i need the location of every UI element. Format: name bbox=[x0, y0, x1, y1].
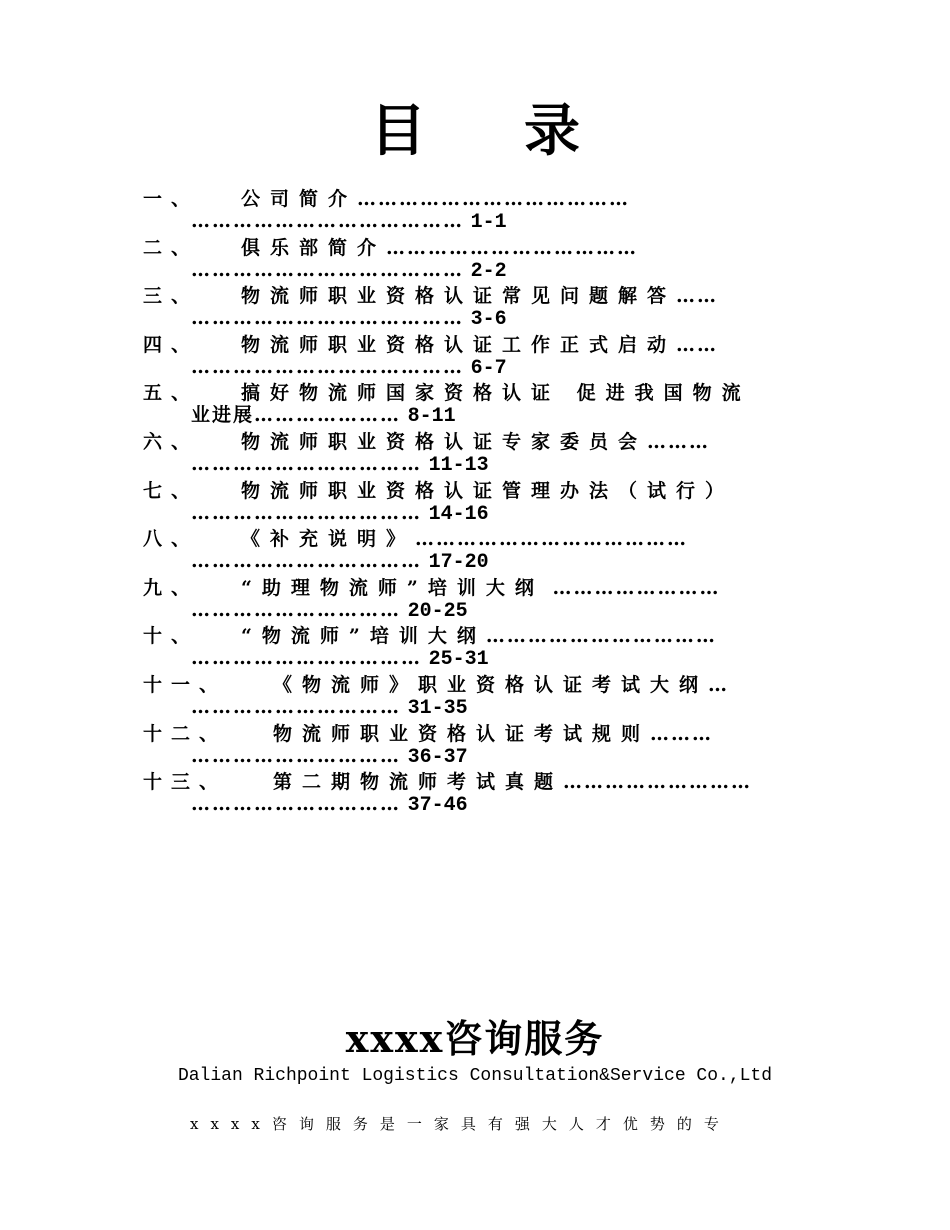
toc-entry-leader-dots-continued: …………………………… bbox=[191, 501, 422, 524]
toc-entry-number: 七、 bbox=[143, 479, 200, 502]
toc-entry-title: “物流师”培训大纲 bbox=[241, 625, 486, 648]
toc-entry-number: 十二、 bbox=[143, 722, 228, 745]
toc-entry-number: 一、 bbox=[143, 188, 200, 210]
toc-entry-leader-dots: ………………………………… bbox=[415, 528, 689, 551]
toc-entry[interactable] bbox=[143, 769, 803, 818]
toc-entry-title: 物流师职业资格认证考试规则 bbox=[273, 722, 651, 745]
toc-entry-leader-dots-continued: …………………………… bbox=[191, 550, 422, 573]
toc-entry-title: 公司简介 bbox=[241, 188, 358, 210]
toc-entry-leader-dots-continued: ………………………… bbox=[191, 598, 401, 621]
toc-entry-leader-dots-continued: …………………………… bbox=[191, 452, 422, 475]
toc-entry-leader-dots-continued: ………………………………… bbox=[191, 210, 464, 232]
toc-entry-title: 搞好物流师国家资格认证 促进我国物流 bbox=[241, 382, 751, 405]
toc-entry-leader-dots-continued: ………………………………… bbox=[191, 355, 464, 378]
toc-entry-page-range: 20-25 bbox=[407, 599, 468, 623]
toc-entry-number: 二、 bbox=[143, 236, 200, 259]
toc-entry[interactable] bbox=[143, 526, 803, 575]
toc-entry-leader-dots-continued: ………………………………… bbox=[191, 258, 464, 281]
toc-entry-number: 五、 bbox=[143, 382, 200, 405]
toc-entry-number: 八、 bbox=[143, 528, 200, 551]
toc-entry[interactable] bbox=[143, 478, 803, 527]
toc-entry-number: 三、 bbox=[143, 285, 200, 308]
toc-entry-number: 九、 bbox=[143, 576, 200, 599]
toc-entry-number: 四、 bbox=[143, 333, 200, 356]
toc-entry-leader-dots-continued: ………………………… bbox=[191, 793, 401, 816]
toc-entry-title: 俱乐部简介 bbox=[241, 236, 387, 259]
toc-entry[interactable] bbox=[143, 721, 803, 770]
toc-entry-page-range: 31-35 bbox=[407, 696, 468, 720]
toc-entry-page-range: 11-13 bbox=[428, 453, 489, 477]
toc-entry-title: 物流师职业资格认证常见问题解答 bbox=[241, 285, 677, 308]
toc-entry[interactable] bbox=[143, 575, 803, 624]
toc-entry-page-range: 8-11 bbox=[407, 405, 456, 429]
toc-entry-line-2 bbox=[191, 791, 801, 817]
toc-entry-line-2 bbox=[191, 402, 801, 428]
company-description: xxxx咨询服务是一家具有强大人才优势的专 bbox=[190, 1115, 731, 1133]
toc-entry-title: 物流师职业资格认证工作正式启动 bbox=[241, 333, 677, 356]
toc-entry[interactable] bbox=[143, 186, 803, 235]
company-english-name: Dalian Richpoint Logistics Consultation&Service Co.,Ltd bbox=[177, 1066, 773, 1086]
toc-entry-line-2 bbox=[191, 354, 801, 380]
toc-entry[interactable] bbox=[143, 380, 803, 429]
toc-entry-leader-dots-continued: ………………………… bbox=[191, 695, 401, 718]
toc-entry-leader-dots: ……………………… bbox=[563, 771, 753, 794]
toc-entry-page-range: 2-2 bbox=[470, 259, 507, 283]
toc-entry-line-2 bbox=[191, 208, 801, 234]
toc-entry-number: 十三、 bbox=[143, 771, 228, 794]
toc-entry-leader-dots: ……………………………… bbox=[386, 236, 639, 259]
toc-entry-page-range: 3-6 bbox=[470, 308, 507, 332]
toc-entry-line-2 bbox=[191, 548, 801, 574]
toc-entry-line-2 bbox=[191, 257, 801, 283]
toc-entry-page-range: 36-37 bbox=[407, 745, 468, 769]
toc-entry-number: 十、 bbox=[143, 625, 200, 648]
toc-entry[interactable] bbox=[143, 283, 803, 332]
toc-entry-title: 《物流师》职业资格认证考试大纲 bbox=[273, 673, 709, 696]
toc-entry-page-range: 37-46 bbox=[407, 794, 468, 818]
page-title: 目录 bbox=[370, 98, 678, 164]
toc-entry-page-range: 1-1 bbox=[470, 211, 507, 234]
toc-entry-line-2 bbox=[191, 743, 801, 769]
toc-entry-line-2 bbox=[191, 597, 801, 623]
toc-entry-leader-dots: …………………………… bbox=[485, 625, 717, 648]
toc-entry-leader-dots-continued: …………………………… bbox=[191, 647, 422, 670]
toc-entry-line-2 bbox=[191, 305, 801, 331]
toc-entry-leader-dots: …… bbox=[676, 285, 719, 308]
toc-entry-line-2 bbox=[191, 645, 801, 671]
toc-entry-page-range: 14-16 bbox=[428, 502, 489, 526]
toc-entry-leader-dots: ……… bbox=[650, 722, 714, 745]
toc-entry-title: 物流师职业资格认证专家委员会 bbox=[241, 430, 648, 453]
toc-entry-line-2 bbox=[191, 451, 801, 477]
toc-entry[interactable] bbox=[143, 332, 803, 381]
toc-entry-page-range: 17-20 bbox=[428, 551, 489, 575]
toc-entry-title: 《补充说明》 bbox=[241, 528, 416, 551]
toc-entry-line-2 bbox=[191, 500, 801, 526]
toc-entry-number: 十一、 bbox=[143, 673, 228, 696]
toc-entry-title: “助理物流师”培训大纲 bbox=[241, 576, 544, 599]
toc-entry-leader-dots: ………………………………… bbox=[357, 188, 631, 210]
toc-entry-page-range: 6-7 bbox=[470, 356, 507, 380]
toc-entry[interactable] bbox=[143, 672, 803, 721]
toc-entry-leader-dots-continued: ………………………… bbox=[191, 744, 401, 767]
toc-entry[interactable] bbox=[143, 429, 803, 478]
toc-entry[interactable] bbox=[143, 623, 803, 672]
toc-entry-leader-dots: … bbox=[708, 673, 730, 696]
toc-entry-line-2 bbox=[191, 694, 801, 720]
toc-entry-leader-dots: …………………… bbox=[543, 576, 721, 599]
table-of-contents bbox=[143, 186, 803, 818]
toc-entry-leader-dots-continued: 业进展………………… bbox=[191, 404, 402, 427]
company-name: xxxx咨询服务 bbox=[345, 1016, 605, 1061]
toc-entry-title: 第二期物流师考试真题 bbox=[273, 771, 564, 794]
toc-entry[interactable] bbox=[143, 235, 803, 284]
toc-entry-number: 六、 bbox=[143, 430, 200, 453]
toc-entry-leader-dots: …… bbox=[676, 333, 719, 356]
toc-entry-leader-dots: ……… bbox=[647, 430, 711, 453]
toc-entry-page-range: 25-31 bbox=[428, 648, 489, 672]
toc-entry-leader-dots-continued: ………………………………… bbox=[191, 307, 464, 330]
toc-entry-title: 物流师职业资格认证管理办法（试行） bbox=[241, 479, 735, 502]
